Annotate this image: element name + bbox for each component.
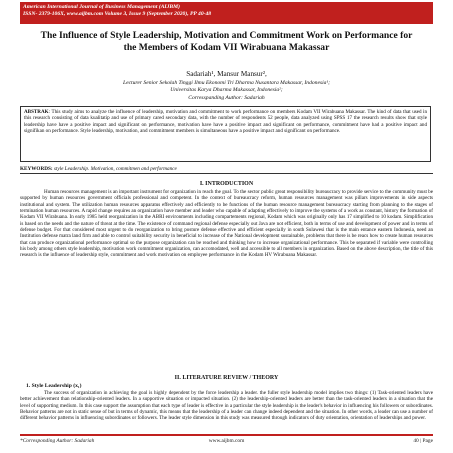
journal-header-band [20,2,433,24]
abstract-box [20,106,431,162]
style-leadership-subheading: 1. Style Leadership (x₁) [26,383,82,389]
author-affiliations [20,80,433,102]
literature-review-text: The success of organization in achieving the goal is highly dependent by the force leadership a leader. the fuller style leadership model implies two things: (1) Task-oriented leaders have better achievement than relationship-oriented leaders. In a supportive situation or impacted situation. (2) the leadership-oriented leaders are better than the task-oriented leaders in a situation that the level of supporting medium. In this case support the assumption that each type of leader is effective in a particular the style leadership is the leader's behavior in influencing his followers or subordinates. Behavior patterns are not in static sense of but in terms of dynamic, this means that the leadership of a leader can change indeed dependent and the situation. In other words, a leader can use a number of different behavior patterns in influencing subordinates or followers. The leader style dimension in this study was measured through indicators of duty orientation, orientation of leaderships and power. [20,390,433,422]
keywords-label: KEYWORDS: [20,166,53,172]
paper-authors: Sadariah¹, Mansur Mansur², [186,70,267,78]
footer-rule [20,434,433,436]
section-divider [20,173,433,174]
footer-website-link[interactable]: www.aijbm.com [208,438,245,444]
intro-heading: I. INTRODUCTION [199,181,254,187]
journal-name: American International Journal of Business Management (AIJBM) [23,4,180,10]
paper-title: The Influence of Style Leadership, Motivation and Commitment Work on Performance for the Members of Kodam VII Wirabuana Makassar [40,30,413,53]
footer-corresponding-author: *Corresponding Author: Sadariah [20,438,95,444]
footer-page-number: 40 | Page [413,438,433,444]
intro-text: Human resources management is an important instrument for organization in reach the goal. To the sector public great responsibility bureaucracy to provide service to the community must be supported by human resources government officials professional and competent. In the context of bureaucracy reform, human resources management was pillars improvements in side aspects institutional and system. The utilization human resources apparatus effectively and efficiently to be functions of the human resource management bureaucracy starting from planning to the stages of termination human resources. A rapid change requires an organization have member and leader who capable of adapting effectively to improve the systems of a work as constant, history the formation of Kodam VII Wirabuana. In early 1985 held reorganization in the ABRI environments including compartements regional, Kodam which was originally only has 17 simplified to 10 kodam. Simplification is based on the needs and the nature of threat at the time. The existence of command regional defense especially out Java are not efficient, both in terms of use and development of power and in terms of defense budget. For that considered most urgent to do reorganization to bring posture defense effective and efficient especially in south Sulawesi that is the main entance eastern Indonesia, need an Institution defense matra land firm and able to control suitability security in beneficial to increase of the National development sustainable, problems that there is be reacs how to create human resources that can produce organizational performance optimal so the purpose organization can be reached and thinking how to increase organizational performance. This be separated if variable were controlling his body among others style leadership, motivation work commitment organization, can accomodated, well and accessible to all members in organization. Based on the above description, the title of this research is the influence of leadership style, commitment and work motivation on employee performance in the Kodam HV Wirabuana Makassar. [20,189,433,259]
corresponding-author-line: Corresspanding Author: Sadariah [188,94,265,101]
journal-issn-line: ISSN- 2379-106X, www.aijbm.com Volume 3, Issue 9 (September 2020), PP 40-48 [23,10,212,17]
abstract-label: ABSTRAK [24,109,49,115]
affiliation-line: Universitas Karya Dharma Makassar, Indonesia²; [170,87,283,94]
keywords-line [20,166,433,172]
keywords-text: style Leadership. Motivation, commitmen and performance [53,166,177,172]
affiliation-line: Lecturer Senior Sekolah Tinggi Ilmu Ekonomi Tri Dharma Nusantara Makassar, Indonesia¹; [122,80,331,86]
abstract-text: : This study aims to analyze the influence of leadership, motivation and commitment to work performance on members Kodam VII Wirabuana Makassar. The kind of data that used in this research consisting of data kualitatip and use of primary cared secondary data, with the number of respondents 52 people, data analyzed using SPSS 17 the research results show that style leadership have have a positive impact and significant on performance, motivation have have a positive impact and significant on performance, commitment have had a positive impact and signifikan on performance. Style leadership, motivation, and commitment members is simultaneous have a positive impact and significant on performance. [24,109,427,135]
literature-review-heading: II. LITERATURE REVIEW / THEORY [174,375,279,381]
